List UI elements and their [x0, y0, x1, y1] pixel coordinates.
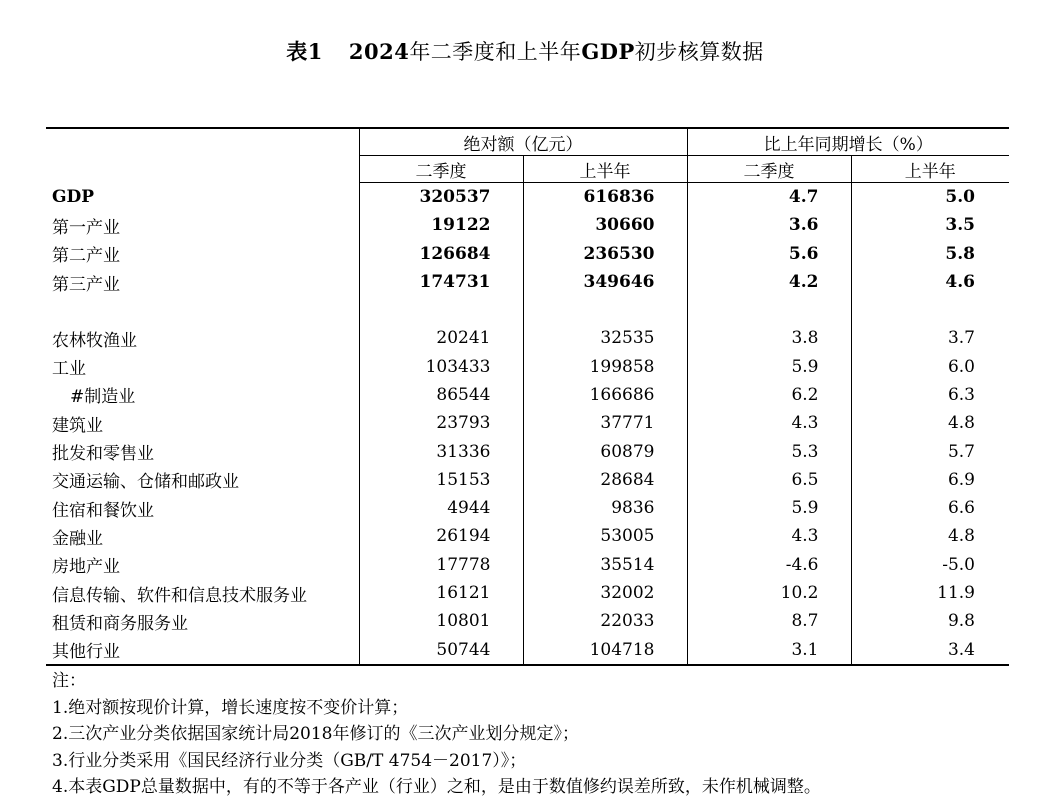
cell-abs-h1: 9836: [523, 494, 687, 522]
row-label: 批发和零售业: [52, 444, 154, 465]
header-blank: [46, 128, 359, 183]
table-row: [46, 494, 1009, 522]
cell-abs-h1: 60879: [523, 437, 687, 465]
cell-growth-h1: 5.0: [851, 183, 1009, 212]
table-row: [46, 381, 1009, 409]
table-row: [46, 607, 1009, 635]
note-item: 3.行业分类采用《国民经济行业分类（GB/T 4754－2017）》；: [52, 750, 527, 771]
note-item: 4.本表GDP总量数据中，有的不等于各产业（行业）之和，是由于数值修约误差所致，未作机械调整。: [52, 777, 821, 797]
header-growth-q2: 二季度: [687, 156, 851, 183]
cell-growth-h1: 11.9: [851, 579, 1009, 607]
cell-abs-q2: 17778: [359, 551, 523, 579]
cell-abs-h1: 166686: [523, 381, 687, 409]
row-label: 第三产业: [52, 274, 120, 295]
cell-abs-h1: 28684: [523, 466, 687, 494]
cell-abs-q2: 23793: [359, 409, 523, 437]
table-row: [46, 268, 1009, 296]
cell-growth-h1: 4.8: [851, 409, 1009, 437]
table-row: [46, 579, 1009, 607]
cell-growth-q2: 4.3: [687, 522, 851, 550]
cell-abs-h1: 37771: [523, 409, 687, 437]
note-item: 2.三次产业分类依据国家统计局2018年修订的《三次产业划分规定》；: [52, 724, 579, 744]
cell-growth-q2: 3.1: [687, 635, 851, 664]
cell-abs-h1: 32535: [523, 324, 687, 352]
cell-abs-h1: 199858: [523, 352, 687, 380]
cell-growth-q2: 5.9: [687, 494, 851, 522]
row-label: GDP: [52, 186, 95, 207]
row-label: 租赁和商务服务业: [52, 613, 188, 634]
cell-abs-q2: 4944: [359, 494, 523, 522]
table-row: [46, 551, 1009, 579]
cell-growth-q2: 4.3: [687, 409, 851, 437]
spacer-row: [46, 296, 1009, 324]
note-item: 1.绝对额按现价计算，增长速度按不变价计算；: [52, 697, 409, 718]
cell-abs-h1: 53005: [523, 522, 687, 550]
row-label: 金融业: [52, 528, 103, 549]
table-notes: [52, 668, 821, 801]
header-growth-rate: 比上年同期增长（%）: [687, 128, 1009, 156]
table-row: [46, 635, 1009, 664]
cell-abs-q2: 174731: [359, 268, 523, 296]
row-label: 信息传输、软件和信息技术服务业: [52, 585, 307, 606]
cell-growth-q2: 3.6: [687, 211, 851, 239]
title-gdp: GDP: [581, 39, 635, 64]
cell-abs-h1: 349646: [523, 268, 687, 296]
header-abs-h1: 上半年: [523, 156, 687, 183]
row-label: 农林牧渔业: [52, 330, 137, 351]
cell-abs-h1: 35514: [523, 551, 687, 579]
cell-growth-h1: 5.7: [851, 437, 1009, 465]
row-label: 交通运输、仓储和邮政业: [52, 472, 239, 493]
cell-growth-h1: 4.8: [851, 522, 1009, 550]
cell-growth-h1: 3.4: [851, 635, 1009, 664]
row-label: 第二产业: [52, 246, 120, 267]
cell-growth-h1: 6.0: [851, 352, 1009, 380]
table-row: [46, 522, 1009, 550]
cell-abs-h1: 30660: [523, 211, 687, 239]
row-label: 工业: [52, 359, 86, 380]
cell-growth-q2: 8.7: [687, 607, 851, 635]
cell-growth-h1: 5.8: [851, 240, 1009, 268]
cell-abs-h1: 32002: [523, 579, 687, 607]
table-row: [46, 437, 1009, 465]
cell-growth-q2: 5.3: [687, 437, 851, 465]
table-row: [46, 211, 1009, 239]
cell-growth-q2: 6.2: [687, 381, 851, 409]
header-abs-q2: 二季度: [359, 156, 523, 183]
row-label: 房地产业: [52, 557, 120, 578]
cell-growth-h1: 6.3: [851, 381, 1009, 409]
row-label: 建筑业: [52, 415, 103, 436]
table-row: [46, 409, 1009, 437]
cell-abs-q2: 320537: [359, 183, 523, 212]
cell-growth-q2: 4.2: [687, 268, 851, 296]
cell-abs-q2: 20241: [359, 324, 523, 352]
cell-growth-q2: 3.8: [687, 324, 851, 352]
cell-abs-h1: 236530: [523, 240, 687, 268]
row-label: 住宿和餐饮业: [52, 500, 154, 521]
cell-growth-q2: 6.5: [687, 466, 851, 494]
cell-abs-q2: 16121: [359, 579, 523, 607]
cell-growth-q2: 10.2: [687, 579, 851, 607]
cell-abs-q2: 31336: [359, 437, 523, 465]
cell-abs-q2: 103433: [359, 352, 523, 380]
header-absolute-amount: 绝对额（亿元）: [359, 128, 687, 156]
cell-abs-q2: 126684: [359, 240, 523, 268]
cell-abs-h1: 616836: [523, 183, 687, 212]
title-text-2: 初步核算数据: [634, 40, 764, 64]
cell-abs-q2: 86544: [359, 381, 523, 409]
gdp-table: [46, 127, 1009, 666]
header-growth-h1: 上半年: [851, 156, 1009, 183]
cell-growth-h1: -5.0: [851, 551, 1009, 579]
row-label: 第一产业: [52, 217, 120, 238]
cell-abs-q2: 26194: [359, 522, 523, 550]
cell-growth-h1: 6.9: [851, 466, 1009, 494]
notes-heading: 注：: [52, 671, 86, 691]
table-title: [0, 36, 1050, 66]
cell-abs-q2: 50744: [359, 635, 523, 664]
cell-abs-q2: 10801: [359, 607, 523, 635]
table-row: [46, 352, 1009, 380]
cell-growth-q2: 5.9: [687, 352, 851, 380]
title-year: 2024: [348, 39, 410, 64]
cell-growth-h1: 3.5: [851, 211, 1009, 239]
cell-growth-h1: 3.7: [851, 324, 1009, 352]
cell-abs-q2: 19122: [359, 211, 523, 239]
cell-growth-h1: 4.6: [851, 268, 1009, 296]
cell-growth-h1: 9.8: [851, 607, 1009, 635]
cell-abs-h1: 104718: [523, 635, 687, 664]
row-label: #制造业: [70, 387, 136, 408]
cell-growth-h1: 6.6: [851, 494, 1009, 522]
cell-growth-q2: -4.6: [687, 551, 851, 579]
cell-growth-q2: 5.6: [687, 240, 851, 268]
title-text-1: 年二季度和上半年: [409, 40, 582, 64]
cell-abs-q2: 15153: [359, 466, 523, 494]
table-number: 表1: [286, 39, 323, 64]
row-label: 其他行业: [46, 635, 359, 664]
cell-growth-q2: 4.7: [687, 183, 851, 212]
table-row: [46, 324, 1009, 352]
table-row: [46, 466, 1009, 494]
cell-abs-h1: 22033: [523, 607, 687, 635]
table-row: [46, 240, 1009, 268]
table-row: [46, 183, 1009, 212]
